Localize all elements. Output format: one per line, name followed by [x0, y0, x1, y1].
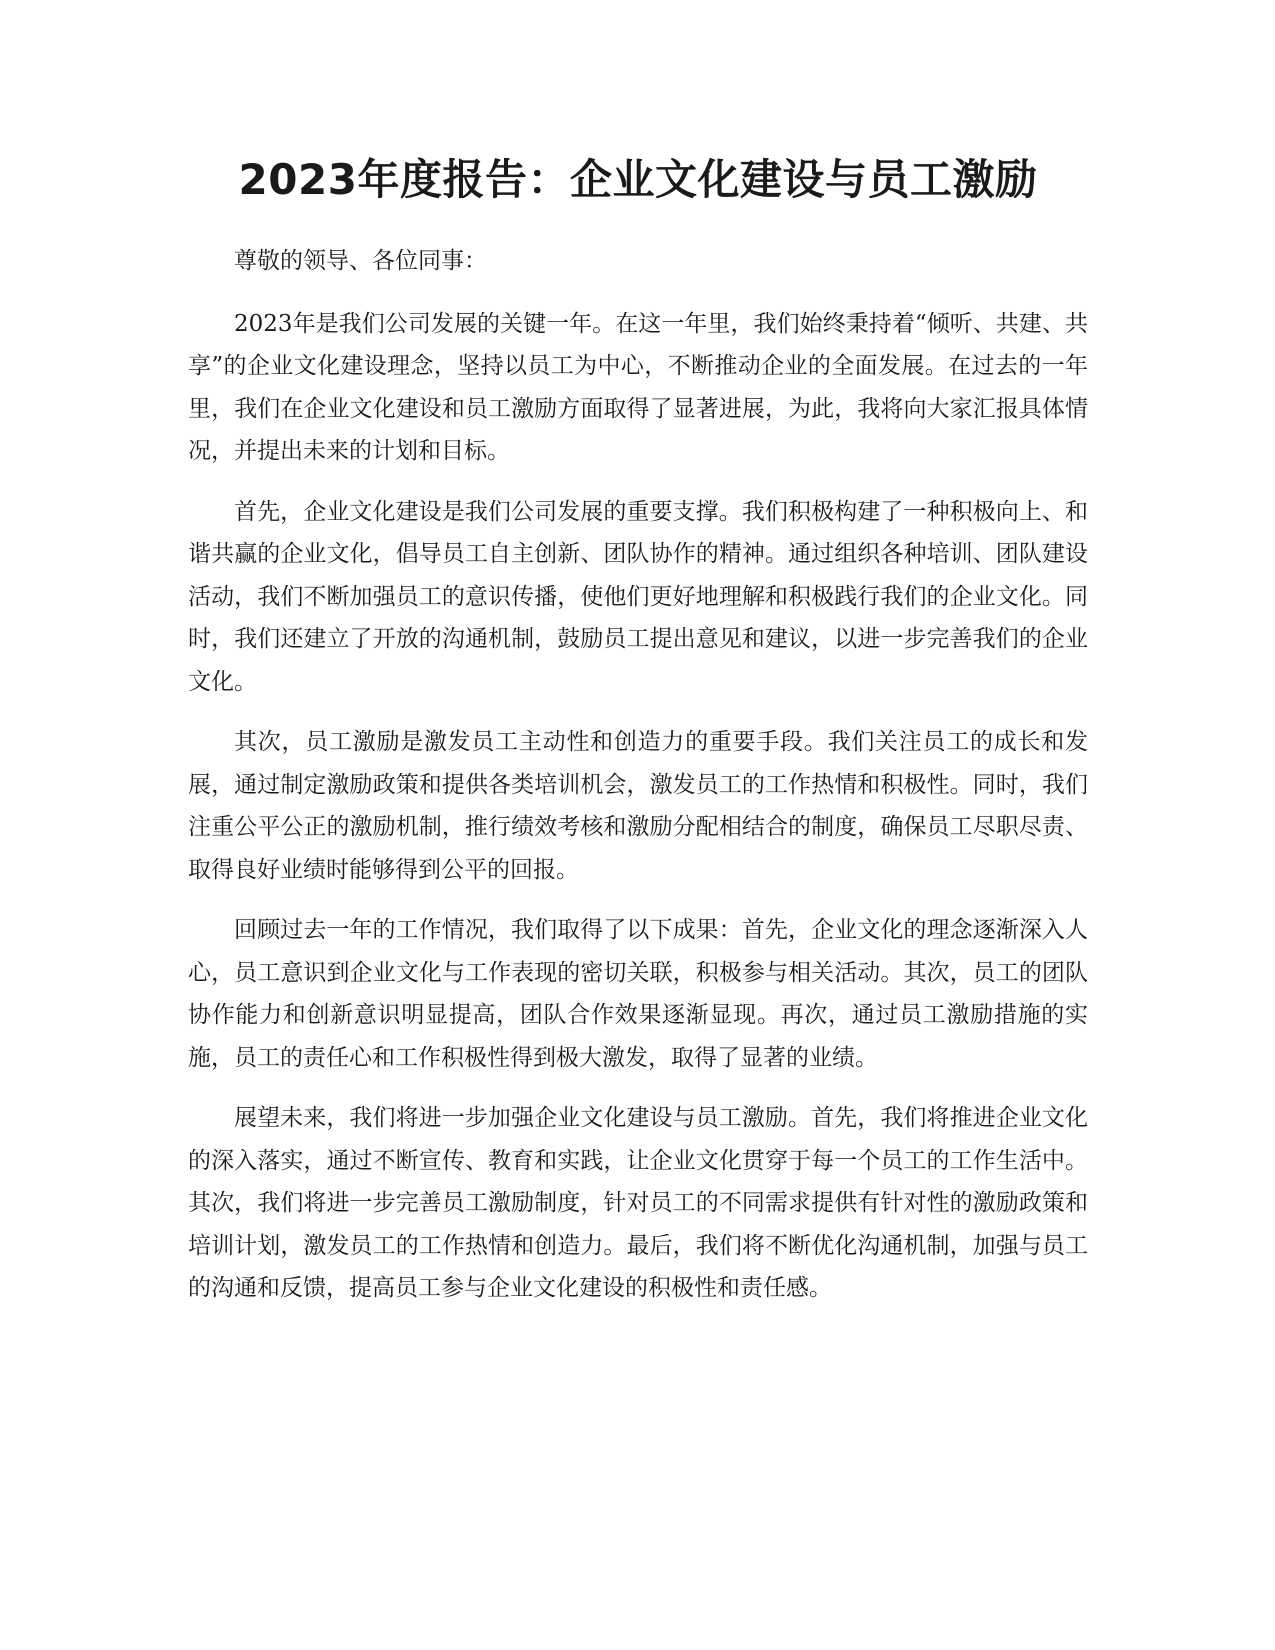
paragraph-4: 回顾过去一年的工作情况，我们取得了以下成果：首先，企业文化的理念逐渐深入人心，员工意识到企业文化与工作表现的密切关联，积极参与相关活动。其次，员工的团队协作能力和创新意识明显提高，团队合作效果逐渐显现。再次，通过员工激励措施的实施，员工的责任心和工作积极性得到极大激发，取得了显著的业绩。	[188, 917, 1088, 1071]
greeting: 尊敬的领导、各位同事：	[234, 248, 487, 274]
paragraph-1: 2023年是我们公司发展的关键一年。在这一年里，我们始终秉持着“倾听、共建、共享”的企业文化建设理念，坚持以员工为中心，不断推动企业的全面发展。在过去的一年里，我们在企业文化建设和员工激励方面取得了显著进展，为此，我将向大家汇报具体情况，并提出未来的计划和目标。	[188, 310, 1088, 464]
paragraph-3: 其次，员工激励是激发员工主动性和创造力的重要手段。我们关注员工的成长和发展，通过制定激励政策和提供各类培训机会，激发员工的工作热情和积极性。同时，我们注重公平公正的激励机制，推行绩效考核和激励分配相结合的制度，确保员工尽职尽责、取得良好业绩时能够得到公平的回报。	[188, 729, 1088, 883]
paragraph-5: 展望未来，我们将进一步加强企业文化建设与员工激励。首先，我们将推进企业文化的深入落实，通过不断宣传、教育和实践，让企业文化贯穿于每一个员工的工作生活中。其次，我们将进一步完善员工激励制度，针对员工的不同需求提供有针对性的激励政策和培训计划，激发员工的工作热情和创造力。最后，我们将不断优化沟通机制，加强与员工的沟通和反馈，提高员工参与企业文化建设的积极性和责任感。	[188, 1105, 1088, 1301]
document-title: 2023年度报告：企业文化建设与员工激励	[238, 155, 1038, 204]
paragraph-2: 首先，企业文化建设是我们公司发展的重要支撑。我们积极构建了一种积极向上、和谐共赢的企业文化，倡导员工自主创新、团队协作的精神。通过组织各种培训、团队建设活动，我们不断加强员工的意识传播，使他们更好地理解和积极践行我们的企业文化。同时，我们还建立了开放的沟通机制，鼓励员工提出意见和建议，以进一步完善我们的企业文化。	[188, 498, 1088, 695]
document-page	[188, 150, 1088, 1328]
